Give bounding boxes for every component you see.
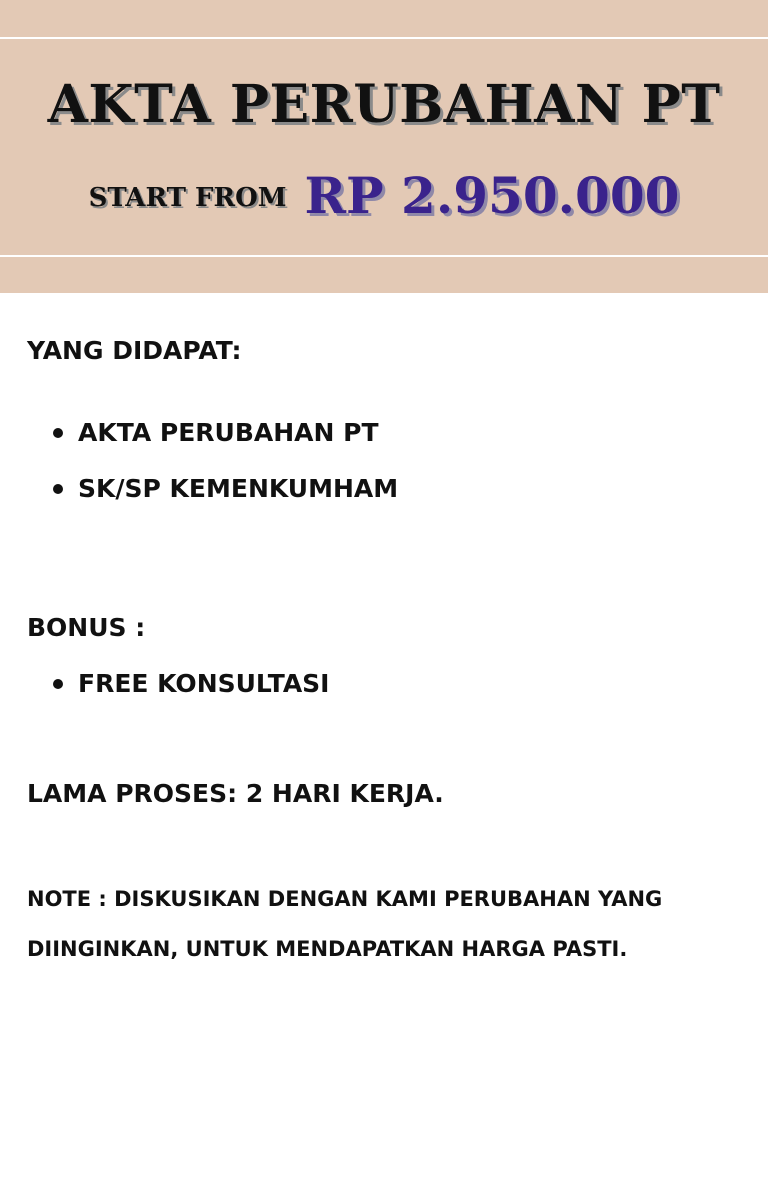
bullet-icon — [53, 428, 63, 438]
note-line-2: DIINGINKAN, UNTUK MENDAPATKAN HARGA PASTI. — [27, 937, 628, 961]
bonus-item-label: FREE KONSULTASI — [78, 669, 330, 698]
process-duration: LAMA PROSES: 2 HARI KERJA. — [27, 779, 444, 808]
benefit-item-label: SK/SP KEMENKUMHAM — [78, 474, 399, 503]
note-line-1: NOTE : DISKUSIKAN DENGAN KAMI PERUBAHAN YANG — [27, 887, 663, 911]
benefits-heading: YANG DIDAPAT: — [27, 336, 242, 365]
list-item — [53, 418, 379, 448]
price-value: RP 2.950.000 — [304, 165, 680, 225]
list-item — [53, 474, 398, 504]
page-title: AKTA PERUBAHAN PT — [47, 74, 721, 135]
start-from-label: START FROM — [88, 183, 287, 213]
benefit-item-label: AKTA PERUBAHAN PT — [78, 418, 379, 447]
bonus-heading: BONUS : — [27, 613, 146, 642]
list-item — [53, 669, 329, 699]
bullet-icon — [53, 484, 63, 494]
bullet-icon — [53, 679, 63, 689]
